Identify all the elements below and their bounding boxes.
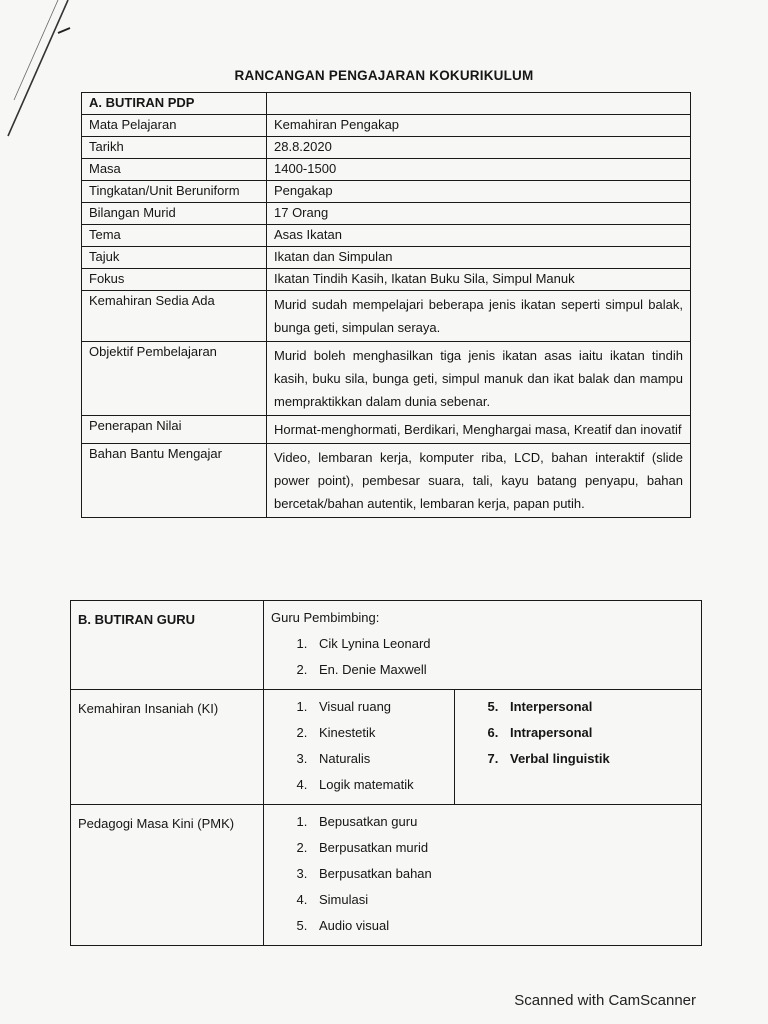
row-value: Murid boleh menghasilkan tiga jenis ikatan asas iaitu ikatan tindih kasih, buku sila, bunga geti, simpul manuk dan ikat balak dan mampu mempraktikkan dalam dunia sebenar.: [267, 342, 691, 416]
list-item: 4. Simulasi: [311, 887, 694, 913]
list-item: 5. Interpersonal: [502, 694, 694, 720]
table-row: [82, 137, 691, 159]
pmk-row: [71, 805, 702, 946]
row-value: Murid sudah mempelajari beberapa jenis ikatan seperti simpul balak, bunga geti, simpulan seraya.: [267, 291, 691, 342]
list-item: 1. Bepusatkan guru: [311, 809, 694, 835]
list-item: 3. Naturalis: [311, 746, 447, 772]
table-row: [82, 247, 691, 269]
row-label: Penerapan Nilai: [82, 416, 267, 444]
section-a-header-row: [82, 93, 691, 115]
pmk-label: Pedagogi Masa Kini (PMK): [71, 805, 264, 946]
scanner-watermark: Scanned with CamScanner: [514, 992, 696, 1009]
table-row: [82, 225, 691, 247]
list-item: 1. Cik Lynina Leonard: [311, 631, 694, 657]
row-label: Fokus: [82, 269, 267, 291]
guru-cell: [264, 601, 702, 690]
table-row: [82, 181, 691, 203]
row-label: Tarikh: [82, 137, 267, 159]
table-row: [82, 115, 691, 137]
list-item: 2. En. Denie Maxwell: [311, 657, 694, 683]
row-label: Tajuk: [82, 247, 267, 269]
row-label: Bahan Bantu Mengajar: [82, 444, 267, 518]
table-row: [82, 342, 691, 416]
row-value: 17 Orang: [267, 203, 691, 225]
list-item: 3. Berpusatkan bahan: [311, 861, 694, 887]
row-label: Bilangan Murid: [82, 203, 267, 225]
section-a-table: [81, 92, 691, 518]
guru-label: Guru Pembimbing:: [271, 610, 380, 625]
row-value: Ikatan Tindih Kasih, Ikatan Buku Sila, Simpul Manuk: [267, 269, 691, 291]
row-label: Tema: [82, 225, 267, 247]
table-row: [82, 444, 691, 518]
list-item: 4. Logik matematik: [311, 772, 447, 798]
ki-left-cell: [264, 690, 455, 805]
list-item: 5. Audio visual: [311, 913, 694, 939]
row-value: 28.8.2020: [267, 137, 691, 159]
row-label: Objektif Pembelajaran: [82, 342, 267, 416]
section-a-header-empty: [267, 93, 691, 115]
section-a-header: A. BUTIRAN PDP: [82, 93, 267, 115]
list-item: 1. Visual ruang: [311, 694, 447, 720]
row-value: Asas Ikatan: [267, 225, 691, 247]
row-label: Mata Pelajaran: [82, 115, 267, 137]
guru-row: [71, 601, 702, 690]
row-label: Tingkatan/Unit Beruniform: [82, 181, 267, 203]
table-row: [82, 269, 691, 291]
table-row: [82, 203, 691, 225]
row-value: Kemahiran Pengakap: [267, 115, 691, 137]
ki-label: Kemahiran Insaniah (KI): [71, 690, 264, 805]
row-value: Video, lembaran kerja, komputer riba, LCD, bahan interaktif (slide power point), pembesar suara, tali, kayu batang penyapu, bahan bercetak/bahan autentik, lembaran kerja, papan putih.: [267, 444, 691, 518]
row-value: Hormat-menghormati, Berdikari, Menghargai masa, Kreatif dan inovatif: [267, 416, 691, 444]
ki-right-cell: [455, 690, 702, 805]
list-item: 2. Berpusatkan murid: [311, 835, 694, 861]
section-b-header: B. BUTIRAN GURU: [71, 601, 264, 690]
document-title: RANCANGAN PENGAJARAN KOKURIKULUM: [234, 68, 534, 83]
list-item: 2. Kinestetik: [311, 720, 447, 746]
ki-row: [71, 690, 702, 805]
table-row: [82, 159, 691, 181]
row-value: 1400-1500: [267, 159, 691, 181]
guru-list: [271, 631, 694, 683]
pmk-cell: [264, 805, 702, 946]
section-b-table: [70, 600, 702, 946]
list-item: 6. Intrapersonal: [502, 720, 694, 746]
list-item: 7. Verbal linguistik: [502, 746, 694, 772]
ki-left-list: [271, 694, 447, 798]
row-label: Masa: [82, 159, 267, 181]
ki-right-list: [462, 694, 694, 772]
row-value: Ikatan dan Simpulan: [267, 247, 691, 269]
table-row: [82, 416, 691, 444]
row-label: Kemahiran Sedia Ada: [82, 291, 267, 342]
table-row: [82, 291, 691, 342]
row-value: Pengakap: [267, 181, 691, 203]
pmk-list: [271, 809, 694, 939]
